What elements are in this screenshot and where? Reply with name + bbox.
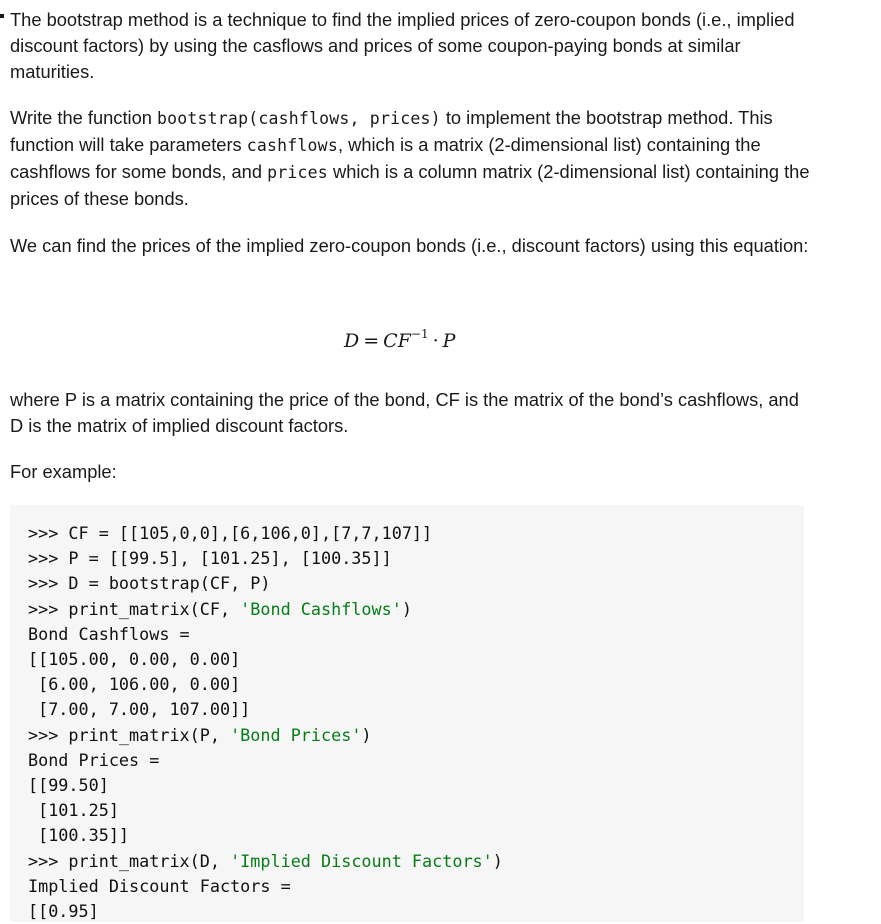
explanation-paragraph: where P is a matrix containing the price of the bond, CF is the matrix of the bond’s cashflows, and D is the matrix of implied discount factors.	[10, 389, 799, 436]
code-line: >>> D = bootstrap(CF, P)	[28, 573, 271, 594]
code-string: 'Bond Cashflows'	[240, 598, 402, 619]
code-line: >>> print_matrix(CF,	[28, 598, 241, 619]
code-line: )	[361, 724, 372, 745]
param-cashflows: cashflows	[246, 136, 338, 155]
code-output: [6.00, 106.00, 0.00]	[28, 674, 241, 695]
intro-paragraph: The bootstrap method is a technique to find the implied prices of zero-coupon bonds (i.e., implied discount factors) by using the casflows and prices of some coupon-paying bonds at similar maturities.	[10, 9, 795, 82]
code-output: Implied Discount Factors =	[28, 875, 291, 896]
equation-cf: CF	[383, 330, 411, 352]
equation-equals: =	[363, 330, 380, 352]
equation-lhs: D	[344, 330, 360, 352]
code-output: [[99.50]	[28, 775, 109, 796]
equation-rhs: P	[442, 330, 456, 352]
function-signature: bootstrap(cashflows, prices)	[157, 109, 441, 128]
code-example-block	[10, 505, 804, 922]
code-output: [[105.00, 0.00, 0.00]	[28, 649, 241, 670]
code-line: )	[401, 598, 412, 619]
example-label: For example:	[10, 461, 117, 482]
code-output: [101.25]	[28, 800, 119, 821]
code-line: >>> P = [[99.5], [101.25], [100.35]]	[28, 548, 392, 569]
param-prices: prices	[267, 163, 328, 182]
code-output: [[0.95]	[28, 901, 99, 922]
equation-exponent: −1	[410, 327, 429, 341]
equation-dot: ·	[432, 330, 439, 352]
code-text	[28, 521, 503, 924]
task-prefix: Write the function	[10, 107, 157, 128]
task-suffix: which is a column matrix (2-dimensional list) containing the prices of these bonds.	[10, 161, 810, 209]
task-paragraph	[10, 105, 810, 212]
code-output: [7.00, 7.00, 107.00]]	[28, 699, 251, 720]
task-middle-1: to implement the bootstrap method. This function will take parameters	[10, 107, 773, 155]
code-line: )	[492, 850, 503, 871]
bootstrap-equation	[344, 327, 455, 352]
code-output: Bond Prices =	[28, 749, 160, 770]
equation-intro: We can find the prices of the implied zero-coupon bonds (i.e., discount factors) using this equation:	[10, 235, 809, 256]
code-line: >>> print_matrix(D,	[28, 850, 231, 871]
code-line: >>> CF = [[105,0,0],[6,106,0],[7,7,107]]	[28, 523, 433, 543]
task-middle-2: , which is a matrix (2-dimensional list) containing the cashflows for some bonds, and	[10, 134, 761, 182]
bullet-marker	[0, 14, 4, 18]
code-output: [100.35]]	[28, 825, 130, 846]
code-line: >>> print_matrix(P,	[28, 724, 231, 745]
code-string: 'Bond Prices'	[230, 724, 362, 745]
code-output: Bond Cashflows =	[28, 623, 190, 644]
code-string: 'Implied Discount Factors'	[230, 850, 493, 871]
